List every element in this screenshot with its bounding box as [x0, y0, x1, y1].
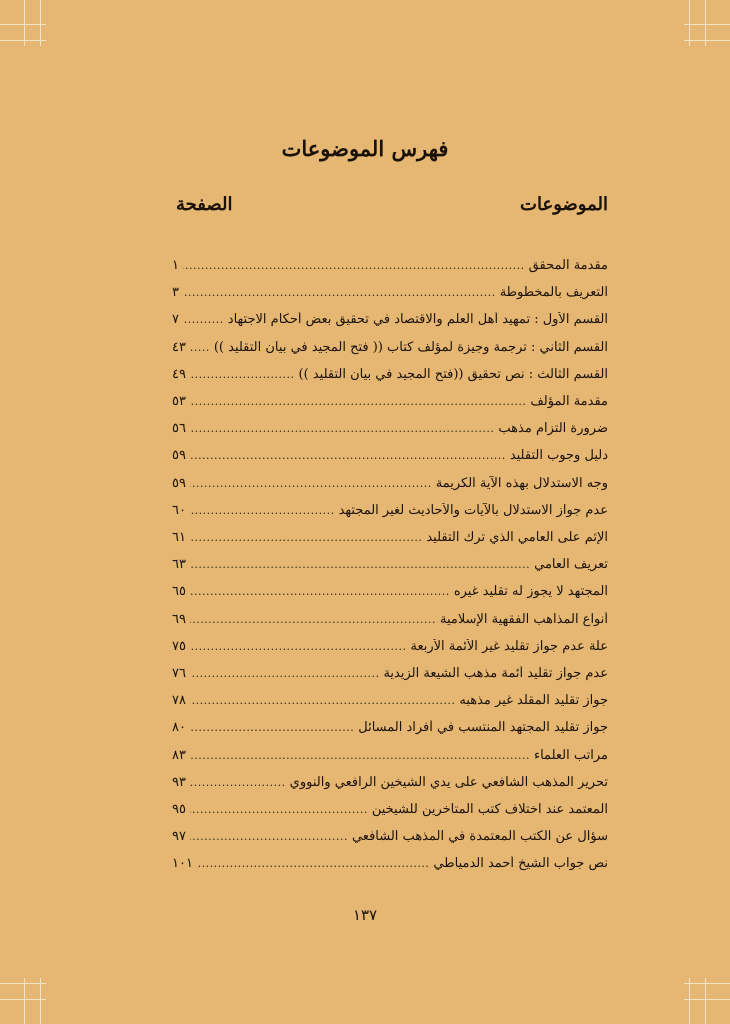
page-column-header: الصفحة: [176, 194, 233, 215]
toc-entry: [172, 557, 608, 583]
toc-entry-title: القسم الثالث : نص تحقيق ((فتح المجيد في بيان التقليد )): [298, 367, 608, 382]
toc-entry-page: ٦١: [172, 530, 186, 545]
page-title: فهرس الموضوعات: [281, 136, 449, 161]
toc-entry-page: ٩٥: [172, 802, 186, 817]
toc-entry-title: مراتب العلماء: [533, 748, 608, 763]
toc-entry-title: عدم جواز الاستدلال بالآيات والأحاديث لغير المجتهد: [338, 503, 608, 518]
toc-entry: [172, 285, 608, 311]
crop-mark: [24, 978, 25, 1024]
toc-entry-title: تعريف العامي: [534, 557, 608, 572]
toc-entry-title: سؤال عن الكتب المعتمدة في المذهب الشافعي: [351, 829, 608, 844]
toc-entry: [172, 720, 608, 746]
toc-leader-dots: [190, 721, 354, 734]
toc-entry-title: أنواع المذاهب الفقهية الإسلامية: [440, 612, 608, 627]
toc-entry: [172, 476, 608, 502]
toc-entry-title: مقدمة المؤلف: [530, 394, 608, 409]
crop-mark: [684, 983, 730, 984]
toc-entry-page: ٦٥: [172, 584, 186, 599]
toc-entry: [172, 748, 608, 774]
page-number: ١٣٧: [352, 906, 378, 924]
toc-entry-title: المجتهد لا يجوز له تقليد غيره: [453, 584, 608, 599]
toc-entry-title: المعتمد عند اختلاف كتب المتأخرين للشيخين: [371, 802, 608, 817]
toc-entry-page: ٥٦: [172, 421, 186, 436]
toc-leader-dots: [190, 585, 450, 598]
crop-mark: [684, 24, 730, 25]
toc-leader-dots: [183, 259, 525, 272]
toc-entry-page: ١: [172, 258, 179, 273]
toc-entry-page: ٣: [172, 285, 179, 300]
toc-entry: [172, 312, 608, 338]
toc-leader-dots: [190, 803, 368, 816]
toc-leader-dots: [190, 694, 455, 707]
toc-entry: [172, 639, 608, 665]
toc-entry-page: ٩٧: [172, 829, 186, 844]
toc-entry-title: جواز تقليد المقلد غير مذهبه: [459, 693, 608, 708]
toc-entry: [172, 775, 608, 801]
toc-leader-dots: [190, 667, 379, 680]
toc-leader-dots: [190, 749, 530, 762]
toc-entry-page: ٧: [172, 312, 179, 327]
toc-entry: [172, 530, 608, 556]
toc-entry-title: وجه الاستدلال بهذه الآية الكريمة: [435, 476, 608, 491]
toc-leader-dots: [190, 640, 407, 653]
toc-entry-page: ٧٥: [172, 639, 186, 654]
topics-column-header: الموضوعات: [520, 194, 608, 215]
toc-entry-title: نص جواب الشيخ أحمد الدمياطي: [433, 856, 608, 871]
toc-entry-title: ضرورة التزام مذهب: [498, 421, 608, 436]
toc-leader-dots: [190, 422, 494, 435]
toc-entry-page: ٦٠: [172, 503, 186, 518]
toc-entry: [172, 421, 608, 447]
toc-entry-page: ٨٠: [172, 720, 186, 735]
toc-entry-page: ٨٣: [172, 748, 186, 763]
toc-leader-dots: [190, 830, 348, 843]
toc-entry: [172, 584, 608, 610]
toc-leader-dots: [190, 477, 432, 490]
toc-entry-page: ٧٨: [172, 693, 186, 708]
toc-entry-title: مقدمة المحقق: [528, 258, 608, 273]
toc-entry: [172, 693, 608, 719]
toc-leader-dots: [190, 613, 436, 626]
toc-leader-dots: [183, 313, 224, 326]
toc-entry: [172, 829, 608, 855]
crop-mark: [689, 978, 690, 1024]
toc-entry-page: ٥٣: [172, 394, 186, 409]
toc-leader-dots: [190, 558, 530, 571]
toc-entry-title: الإثم على العامي الذي ترك التقليد: [426, 530, 608, 545]
toc-entry-page: ٤٩: [172, 367, 186, 382]
toc-leader-dots: [190, 395, 526, 408]
toc-leader-dots: [197, 857, 429, 870]
toc-entry: [172, 666, 608, 692]
toc-entry-page: ٦٩: [172, 612, 186, 627]
crop-mark: [684, 999, 730, 1000]
toc-entry: [172, 802, 608, 828]
crop-mark: [0, 983, 46, 984]
toc-entry: [172, 612, 608, 638]
crop-mark: [40, 978, 41, 1024]
crop-mark: [0, 999, 46, 1000]
toc-leader-dots: [190, 531, 422, 544]
crop-mark: [684, 40, 730, 41]
toc-entry: [172, 394, 608, 420]
toc-entry-title: القسم الثاني : ترجمة وجيزة لمؤلف كتاب (( فتح المجيد في بيان التقليد )): [213, 340, 608, 355]
toc-leader-dots: [190, 776, 286, 789]
toc-entry-page: ٤٣: [172, 340, 186, 355]
toc-entry-title: القسم الأول : تمهيد أهل العلم والاقتصاد في تحقيق بعض أحكام الاجتهاد: [227, 312, 608, 327]
toc-leader-dots: [190, 341, 210, 354]
toc-leader-dots: [190, 504, 335, 517]
toc-entry-title: جواز تقليد المجتهد المنتسب في أفراد المسائل: [358, 720, 608, 735]
toc-entry-page: ٧٦: [172, 666, 186, 681]
toc-leader-dots: [183, 286, 496, 299]
toc-entry-title: علة عدم جواز تقليد غير الأئمة الأربعة: [410, 639, 608, 654]
toc-entry: [172, 367, 608, 393]
toc-entry-page: ٥٩: [172, 476, 186, 491]
toc-entry: [172, 856, 608, 882]
toc-entry-title: عدم جواز تقليد أئمة مذهب الشيعة الزيدية: [383, 666, 608, 681]
toc-leader-dots: [190, 368, 295, 381]
crop-mark: [0, 40, 46, 41]
toc-entry-page: ١٠١: [172, 856, 193, 871]
toc-entry-title: تحرير المذهب الشافعي على يدي الشيخين الرافعي والنووي: [289, 775, 608, 790]
toc-entry-page: ٥٩: [172, 448, 186, 463]
toc-entry-title: دليل وجوب التقليد: [509, 448, 608, 463]
toc-entry-title: التعريف بالمخطوطة: [499, 285, 608, 300]
toc-entry: [172, 258, 608, 284]
toc-entry: [172, 340, 608, 366]
toc-entry-page: ٦٣: [172, 557, 186, 572]
toc-leader-dots: [190, 449, 506, 462]
crop-mark: [0, 24, 46, 25]
toc-entry-page: ٩٣: [172, 775, 186, 790]
crop-mark: [705, 978, 706, 1024]
toc-entry: [172, 503, 608, 529]
toc-entry: [172, 448, 608, 474]
